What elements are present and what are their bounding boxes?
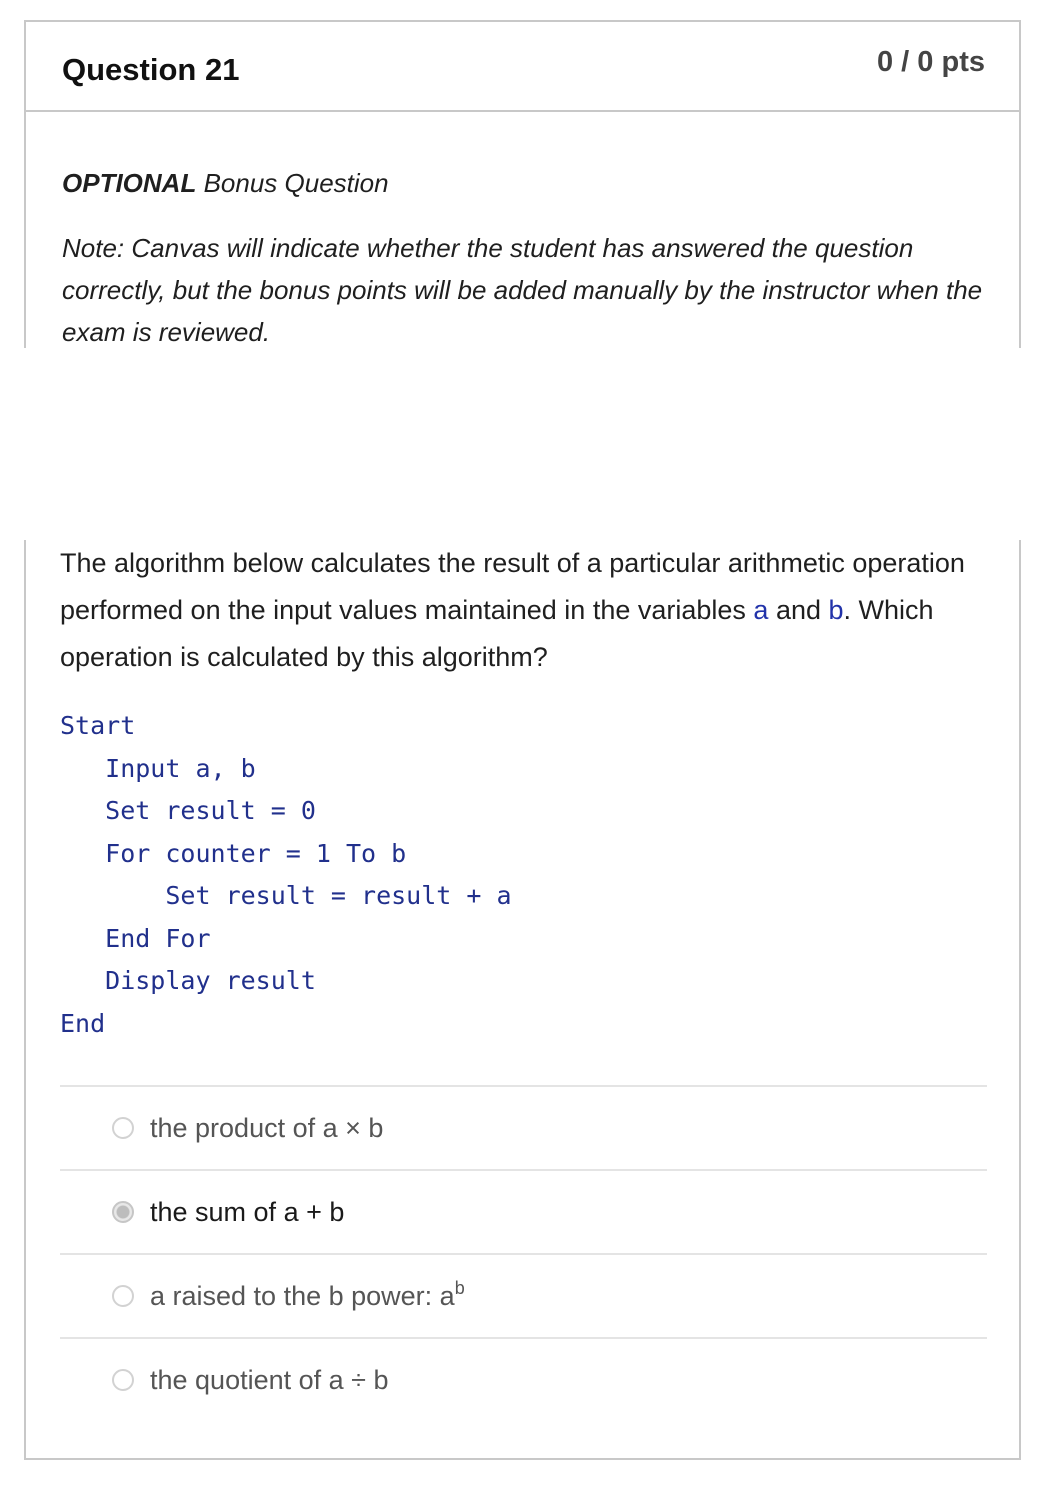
code-line: Start: [60, 711, 136, 740]
code-line: Display result: [60, 966, 316, 995]
radio-button[interactable]: [112, 1369, 134, 1391]
code-line: For counter = 1 To b: [60, 838, 407, 868]
code-line: Input a, b: [60, 753, 256, 783]
answer-superscript: b: [454, 1278, 465, 1298]
radio-button[interactable]: [112, 1285, 134, 1307]
algorithm-code: [60, 705, 512, 1045]
redaction-smear: [0, 348, 1057, 540]
var-a: a: [753, 595, 769, 625]
answer-label-text: a raised to the b power: a: [150, 1281, 455, 1311]
question-title: Question 21: [62, 52, 240, 87]
optional-bold: OPTIONAL: [62, 168, 197, 198]
answer-option-sum[interactable]: [60, 1169, 987, 1253]
code-line: End For: [60, 923, 211, 953]
answer-label: the quotient of a ÷ b: [150, 1365, 389, 1395]
answer-option-quotient[interactable]: [60, 1337, 987, 1421]
prompt-part2: and: [768, 595, 829, 625]
radio-button-selected[interactable]: [112, 1201, 134, 1223]
radio-button[interactable]: [112, 1117, 134, 1139]
code-line: Set result = result + a: [60, 881, 512, 910]
answer-list: [60, 1085, 987, 1421]
code-line: Set result = 0: [60, 796, 316, 825]
optional-rest: Bonus Question: [203, 168, 389, 198]
answer-label-power: [150, 1278, 465, 1312]
answer-label: the sum of a + b: [150, 1197, 345, 1227]
code-line: End: [60, 1008, 106, 1038]
var-b: b: [828, 595, 844, 625]
answer-option-product[interactable]: [60, 1085, 987, 1169]
question-prompt: [60, 540, 995, 681]
answer-option-power[interactable]: [60, 1253, 987, 1337]
prompt-part1: The algorithm below calculates the result of a particular arithmetic operation performed on the input values maintained in the variables: [60, 548, 965, 625]
question-header: [26, 22, 1019, 112]
question-points: 0 / 0 pts: [877, 46, 985, 78]
instructor-note: Note: Canvas will indicate whether the student has answered the question correctly, but the bonus points will be added manually by the instructor when the exam is reviewed.: [62, 233, 983, 347]
prompt-part3: . Which operation is calculated by this algorithm?: [60, 595, 934, 672]
answer-label: the product of a × b: [150, 1113, 384, 1143]
optional-label: [62, 168, 389, 199]
